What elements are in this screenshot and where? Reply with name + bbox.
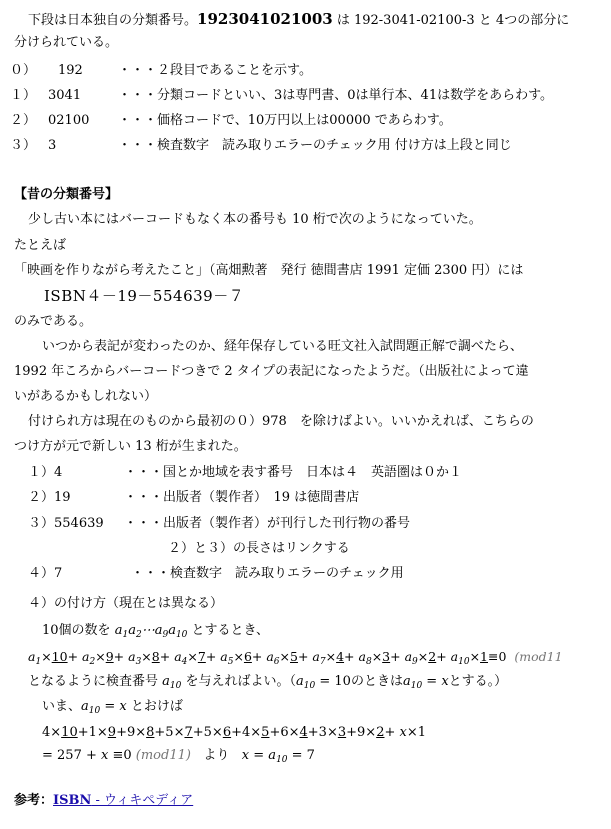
- part-row-2: [10, 112, 452, 130]
- old-part-desc: ・・・出版者（製作者）が刊行した刊行物の番号: [124, 516, 411, 531]
- method-text: 10個の数を: [42, 623, 115, 638]
- method-heading: ４）の付け方（現在とは異なる）: [28, 596, 224, 611]
- classification-code: 1923041021003: [197, 10, 333, 28]
- intro-line-2: 分けられている。: [14, 35, 119, 50]
- old-p5a: いつから表記が変わったのか、経年保存している旺文社入試問題正解で調べたら、: [42, 339, 523, 354]
- part-row-0: [10, 62, 312, 80]
- method-text: のときは: [350, 674, 403, 689]
- method-text: とする。）: [448, 674, 508, 689]
- part-label: ２）: [10, 113, 37, 128]
- old-p1: 少し古い本にはバーコードもなく本の番号も 10 桁で次のようになっていた。: [28, 212, 482, 227]
- intro-line-1: [14, 10, 569, 30]
- method-text: となるように検査番号: [28, 674, 163, 689]
- part-desc: ・・・価格コードで、10万円以上は00000 であらわす。: [118, 113, 452, 128]
- example-formula-1: 4×10+1×9+9×8+5×7+5×6+4×5+6×4+3×3+9×2+ x×1: [42, 725, 427, 740]
- old-p5b: 1992 年ころからバーコードつきで 2 タイプの表記になったようだ。（出版社によって違: [14, 364, 529, 379]
- part-desc: ・・・分類コードといい、3は専門書、0は単行本、41は数学をあらわす。: [118, 88, 554, 103]
- method-text: を与えればよい。（: [181, 674, 296, 689]
- old-p5c: いがあるかもしれない）: [14, 389, 158, 404]
- old-p2: たとえば: [14, 238, 67, 253]
- part-label: ３）: [10, 138, 37, 153]
- method-text: より: [203, 748, 230, 763]
- old-part-label: ３）554639: [28, 516, 104, 531]
- method-text: とするとき、: [187, 623, 270, 638]
- method-text: いま、: [42, 699, 82, 714]
- old-p4: のみである。: [14, 314, 93, 329]
- old-p6a: 付けられ方は現在のものから最初の０）978 を除けばよい。いいかえれば、こちらの: [28, 414, 534, 429]
- intro-text: 下段は日本独自の分類番号。: [28, 13, 198, 28]
- method-text: とおけば: [130, 699, 183, 714]
- old-part-desc: ・・・出版者（製作者） 19 は徳間書店: [124, 490, 360, 505]
- old-part-label: ４）7: [28, 566, 63, 581]
- old-part-row-4: [28, 565, 404, 583]
- example-formula-2: = 257 + x ≡0 (mod11) より $x = a_{10} = 7$: [42, 748, 315, 765]
- old-part-row-1: [28, 464, 462, 482]
- method-line-3: となるように検査番号 $a_{10}$ を与えればよい。（$a_{10} = 10$のときは$a_{10} = x$とする。）: [28, 674, 508, 691]
- old-part-desc: ・・・検査数字 読み取りエラーのチェック用: [131, 566, 404, 581]
- old-part-label: ２）19: [28, 490, 71, 505]
- value-ten: 10: [334, 674, 351, 689]
- old-p6b: つけ方が元で新しい 13 桁が生まれた。: [14, 439, 247, 454]
- old-p3: 「映画を作りながら考えたこと」（高畑勲著 発行 徳間書店 1991 定価 2300 円）には: [14, 263, 524, 278]
- weighted-sum-formula: $a_1\times 10+ a_2\times 9+ a_3\times 8+ a_4\times 7+ a_5\times 6+ a_6\times 5+ a_7\times 4+ a_8\times 3+ a_9\times 2+ a_{10}\times 1\equiv 0$ (mod11: [28, 649, 563, 667]
- old-section-heading: 【昔の分類番号】: [14, 187, 119, 202]
- part-value: 192: [58, 63, 83, 78]
- old-isbn: ISBN４－19－554639－７: [44, 287, 245, 305]
- part-desc: ・・・検査数字 読み取りエラーのチェック用 付け方は上段と同じ: [118, 138, 512, 153]
- part-desc: ・・・２段目であることを示す。: [118, 63, 312, 78]
- old-part-label: １）4: [28, 465, 63, 480]
- link-rest-text: - ウィキペディア: [91, 793, 194, 808]
- old-part-note: ２）と３）の長さはリンクする: [168, 541, 350, 556]
- mod-label: mod11: [519, 649, 563, 664]
- reference-label: 参考：: [14, 793, 54, 808]
- isbn-wikipedia-link[interactable]: [53, 793, 193, 808]
- old-part-desc: ・・・国とか地域を表す番号 日本は４ 英語圏は０か１: [124, 465, 463, 480]
- digit-sequence: $a_1a_2\cdots a_9a_{10}$: [114, 623, 188, 640]
- old-part-row-2: [28, 489, 359, 507]
- method-line-4: いま、$a_{10} = x$ とおけば: [42, 699, 183, 716]
- link-bold-text: ISBN: [53, 793, 92, 808]
- old-part-row-3: [28, 515, 410, 533]
- part-value: 3: [48, 138, 57, 153]
- part-row-3: [10, 137, 512, 155]
- part-row-1: [10, 87, 553, 105]
- method-line-1: [42, 622, 269, 644]
- part-label: ０）: [10, 63, 37, 78]
- part-value: 02100: [48, 113, 90, 128]
- reference-line: [14, 792, 193, 810]
- intro-text-tail: は 192-3041-02100-3 と 4つの部分に: [332, 13, 570, 28]
- part-value: 3041: [48, 88, 82, 103]
- part-label: １）: [10, 88, 37, 103]
